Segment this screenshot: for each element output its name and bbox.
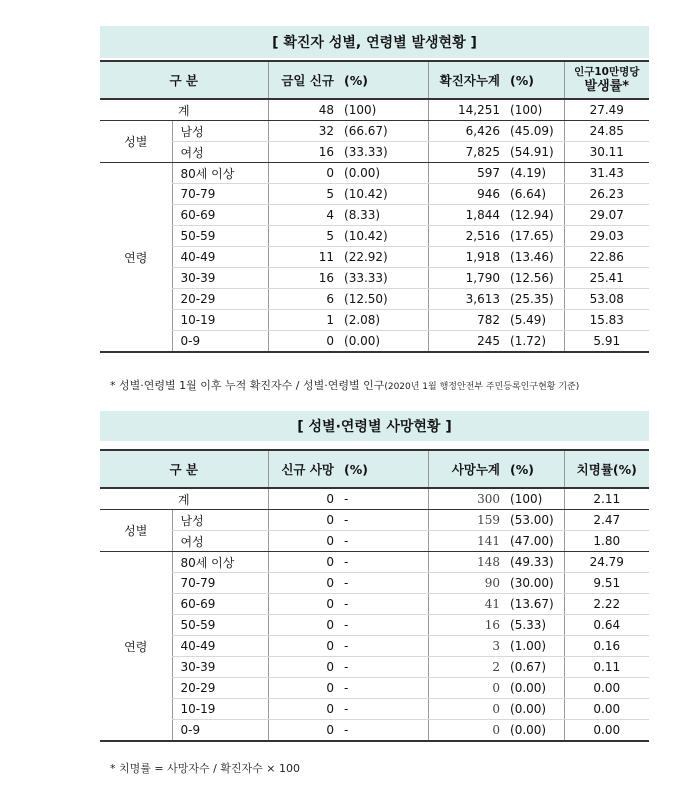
cases-header-row: [100, 61, 649, 99]
row-rate: 53.08: [564, 289, 649, 310]
row-label: 20-29: [172, 289, 268, 310]
row-new: 16: [268, 268, 338, 289]
row-rate: 0.00: [564, 678, 649, 699]
row-new: 5: [268, 226, 338, 247]
row-new: 4: [268, 205, 338, 226]
row-cumulative-pct: (54.91): [504, 142, 564, 163]
row-label: 40-49: [172, 636, 268, 657]
age-group-label: 연령: [100, 163, 172, 353]
row-rate: 5.91: [564, 331, 649, 353]
row-label: 10-19: [172, 699, 268, 720]
table-row: [100, 289, 649, 310]
row-cumulative-pct: (30.00): [504, 573, 564, 594]
table-row: [100, 594, 649, 615]
row-new-pct: (33.33): [338, 268, 428, 289]
row-cumulative-pct: (5.49): [504, 310, 564, 331]
row-rate: 0.16: [564, 636, 649, 657]
table-row: [100, 331, 649, 353]
row-cumulative-pct: (47.00): [504, 531, 564, 552]
row-label: 40-49: [172, 247, 268, 268]
row-cumulative-pct: (5.33): [504, 615, 564, 636]
table-row: [100, 510, 649, 531]
row-rate: 29.07: [564, 205, 649, 226]
row-cumulative-pct: (4.19): [504, 163, 564, 184]
sex-group-label: 성별: [100, 510, 172, 552]
row-new: 0: [268, 510, 338, 531]
row-label: 여성: [172, 531, 268, 552]
header-cumulative-deaths: 사망누계: [428, 450, 504, 488]
total-new: 0: [268, 488, 338, 510]
row-new-pct: (10.42): [338, 184, 428, 205]
total-label: 계: [100, 488, 268, 510]
table-row: [100, 720, 649, 742]
row-cumulative: 1,790: [428, 268, 504, 289]
row-label: 남성: [172, 510, 268, 531]
row-new-pct: (33.33): [338, 142, 428, 163]
row-new-pct: -: [338, 573, 428, 594]
row-cumulative: 6,426: [428, 121, 504, 142]
total-cumulative-pct: (100): [504, 99, 564, 121]
header-pct-new: (%): [338, 450, 428, 488]
row-rate: 0.00: [564, 699, 649, 720]
table-row: [100, 573, 649, 594]
header-fatality-rate: 치명률(%): [564, 450, 649, 488]
row-new: 11: [268, 247, 338, 268]
row-new: 0: [268, 699, 338, 720]
row-new: 16: [268, 142, 338, 163]
cases-table: [100, 60, 649, 353]
row-cumulative-pct: (12.94): [504, 205, 564, 226]
row-new: 0: [268, 531, 338, 552]
row-label: 30-39: [172, 268, 268, 289]
row-label: 60-69: [172, 205, 268, 226]
row-new: 1: [268, 310, 338, 331]
row-new-pct: (10.42): [338, 226, 428, 247]
row-cumulative-pct: (45.09): [504, 121, 564, 142]
row-new-pct: -: [338, 657, 428, 678]
row-cumulative: 141: [428, 531, 504, 552]
table-row: [100, 636, 649, 657]
total-cumulative: 14,251: [428, 99, 504, 121]
total-cumulative: 300: [428, 488, 504, 510]
total-new-pct: -: [338, 488, 428, 510]
row-cumulative-pct: (0.67): [504, 657, 564, 678]
row-new: 0: [268, 720, 338, 742]
row-new: 5: [268, 184, 338, 205]
total-new-pct: (100): [338, 99, 428, 121]
row-cumulative: 2: [428, 657, 504, 678]
table-row: [100, 247, 649, 268]
row-new: 0: [268, 678, 338, 699]
row-rate: 15.83: [564, 310, 649, 331]
row-cumulative: 16: [428, 615, 504, 636]
total-rate: 27.49: [564, 99, 649, 121]
row-rate: 1.80: [564, 531, 649, 552]
row-rate: 29.03: [564, 226, 649, 247]
row-rate: 9.51: [564, 573, 649, 594]
row-cumulative-pct: (6.64): [504, 184, 564, 205]
header-incidence-rate: [564, 61, 649, 99]
cases-footnote-main: * 성별·연령별 1월 이후 누적 확진자수 / 성별·연령별 인구: [110, 379, 385, 392]
row-label: 20-29: [172, 678, 268, 699]
total-row: [100, 488, 649, 510]
sex-group-label: 성별: [100, 121, 172, 163]
row-rate: 0.11: [564, 657, 649, 678]
row-cumulative: 0: [428, 678, 504, 699]
row-new-pct: (8.33): [338, 205, 428, 226]
header-pct-new: (%): [338, 61, 428, 99]
row-cumulative: 0: [428, 720, 504, 742]
deaths-footnote: * 치명률 = 사망자수 / 확진자수 × 100: [110, 762, 300, 775]
deaths-header-row: [100, 450, 649, 488]
row-rate: 25.41: [564, 268, 649, 289]
header-pct-cum: (%): [504, 61, 564, 99]
row-new: 0: [268, 331, 338, 353]
row-cumulative-pct: (49.33): [504, 552, 564, 573]
row-rate: 24.79: [564, 552, 649, 573]
row-cumulative: 41: [428, 594, 504, 615]
row-new: 0: [268, 615, 338, 636]
row-cumulative-pct: (1.72): [504, 331, 564, 353]
row-cumulative: 597: [428, 163, 504, 184]
row-cumulative-pct: (53.00): [504, 510, 564, 531]
row-new: 0: [268, 552, 338, 573]
row-new: 0: [268, 163, 338, 184]
table-row: [100, 678, 649, 699]
row-cumulative: 148: [428, 552, 504, 573]
table-row: [100, 699, 649, 720]
header-pct-cum: (%): [504, 450, 564, 488]
row-new: 0: [268, 594, 338, 615]
deaths-table: [100, 449, 649, 742]
row-rate: 26.23: [564, 184, 649, 205]
total-label: 계: [100, 99, 268, 121]
row-label: 80세 이상: [172, 163, 268, 184]
row-cumulative-pct: (0.00): [504, 720, 564, 742]
row-rate: 31.43: [564, 163, 649, 184]
row-new-pct: (12.50): [338, 289, 428, 310]
row-cumulative: 245: [428, 331, 504, 353]
cases-footnote: [110, 377, 579, 393]
row-cumulative-pct: (13.46): [504, 247, 564, 268]
row-label: 0-9: [172, 720, 268, 742]
cases-table-title: [ 확진자 성별, 연령별 발생현황 ]: [100, 26, 649, 58]
row-new-pct: -: [338, 531, 428, 552]
row-cumulative: 7,825: [428, 142, 504, 163]
table-row: [100, 163, 649, 184]
row-new-pct: -: [338, 678, 428, 699]
row-cumulative: 3,613: [428, 289, 504, 310]
row-new: 0: [268, 636, 338, 657]
table-row: [100, 615, 649, 636]
row-new: 32: [268, 121, 338, 142]
header-rate-line2: 발생률*: [584, 78, 629, 94]
row-cumulative-pct: (25.35): [504, 289, 564, 310]
row-label: 50-59: [172, 226, 268, 247]
row-rate: 22.86: [564, 247, 649, 268]
row-rate: 0.64: [564, 615, 649, 636]
row-rate: 2.47: [564, 510, 649, 531]
row-rate: 24.85: [564, 121, 649, 142]
row-rate: 30.11: [564, 142, 649, 163]
row-cumulative: 0: [428, 699, 504, 720]
row-cumulative-pct: (0.00): [504, 678, 564, 699]
row-label: 60-69: [172, 594, 268, 615]
row-new-pct: -: [338, 720, 428, 742]
row-new-pct: (0.00): [338, 331, 428, 353]
row-new: 0: [268, 573, 338, 594]
header-rate-line1: 인구10만명당: [574, 65, 640, 78]
header-new-today: 금일 신규: [268, 61, 338, 99]
row-label: 50-59: [172, 615, 268, 636]
row-label: 70-79: [172, 573, 268, 594]
header-cumulative: 확진자누계: [428, 61, 504, 99]
total-rate: 2.11: [564, 488, 649, 510]
row-cumulative-pct: (12.56): [504, 268, 564, 289]
row-cumulative: 1,918: [428, 247, 504, 268]
table-row: [100, 531, 649, 552]
row-new-pct: (22.92): [338, 247, 428, 268]
row-cumulative-pct: (0.00): [504, 699, 564, 720]
header-category: 구 분: [100, 450, 268, 488]
total-cumulative-pct: (100): [504, 488, 564, 510]
row-cumulative-pct: (17.65): [504, 226, 564, 247]
table-row: [100, 184, 649, 205]
row-new-pct: -: [338, 552, 428, 573]
row-cumulative: 782: [428, 310, 504, 331]
cases-footnote-source: (2020년 1월 행정안전부 주민등록인구현황 기준): [384, 382, 580, 392]
table-row: [100, 268, 649, 289]
row-new-pct: (66.67): [338, 121, 428, 142]
row-label: 10-19: [172, 310, 268, 331]
row-new: 6: [268, 289, 338, 310]
row-label: 80세 이상: [172, 552, 268, 573]
row-cumulative: 2,516: [428, 226, 504, 247]
row-cumulative: 946: [428, 184, 504, 205]
table-row: [100, 552, 649, 573]
total-row: [100, 99, 649, 121]
deaths-table-title: [ 성별·연령별 사망현황 ]: [100, 411, 649, 441]
row-rate: 2.22: [564, 594, 649, 615]
row-cumulative: 3: [428, 636, 504, 657]
row-label: 남성: [172, 121, 268, 142]
row-new-pct: -: [338, 699, 428, 720]
header-category: 구 분: [100, 61, 268, 99]
age-group-label: 연령: [100, 552, 172, 742]
row-new: 0: [268, 657, 338, 678]
row-label: 여성: [172, 142, 268, 163]
header-new-deaths: 신규 사망: [268, 450, 338, 488]
table-row: [100, 205, 649, 226]
total-new: 48: [268, 99, 338, 121]
row-label: 70-79: [172, 184, 268, 205]
row-cumulative: 1,844: [428, 205, 504, 226]
table-row: [100, 657, 649, 678]
row-rate: 0.00: [564, 720, 649, 742]
table-row: [100, 310, 649, 331]
row-new-pct: -: [338, 636, 428, 657]
row-new-pct: -: [338, 594, 428, 615]
row-cumulative: 90: [428, 573, 504, 594]
row-new-pct: (2.08): [338, 310, 428, 331]
row-new-pct: -: [338, 615, 428, 636]
row-new-pct: -: [338, 510, 428, 531]
row-new-pct: (0.00): [338, 163, 428, 184]
row-cumulative: 159: [428, 510, 504, 531]
row-label: 30-39: [172, 657, 268, 678]
table-row: [100, 142, 649, 163]
row-cumulative-pct: (13.67): [504, 594, 564, 615]
row-cumulative-pct: (1.00): [504, 636, 564, 657]
table-row: [100, 226, 649, 247]
table-row: [100, 121, 649, 142]
row-label: 0-9: [172, 331, 268, 353]
